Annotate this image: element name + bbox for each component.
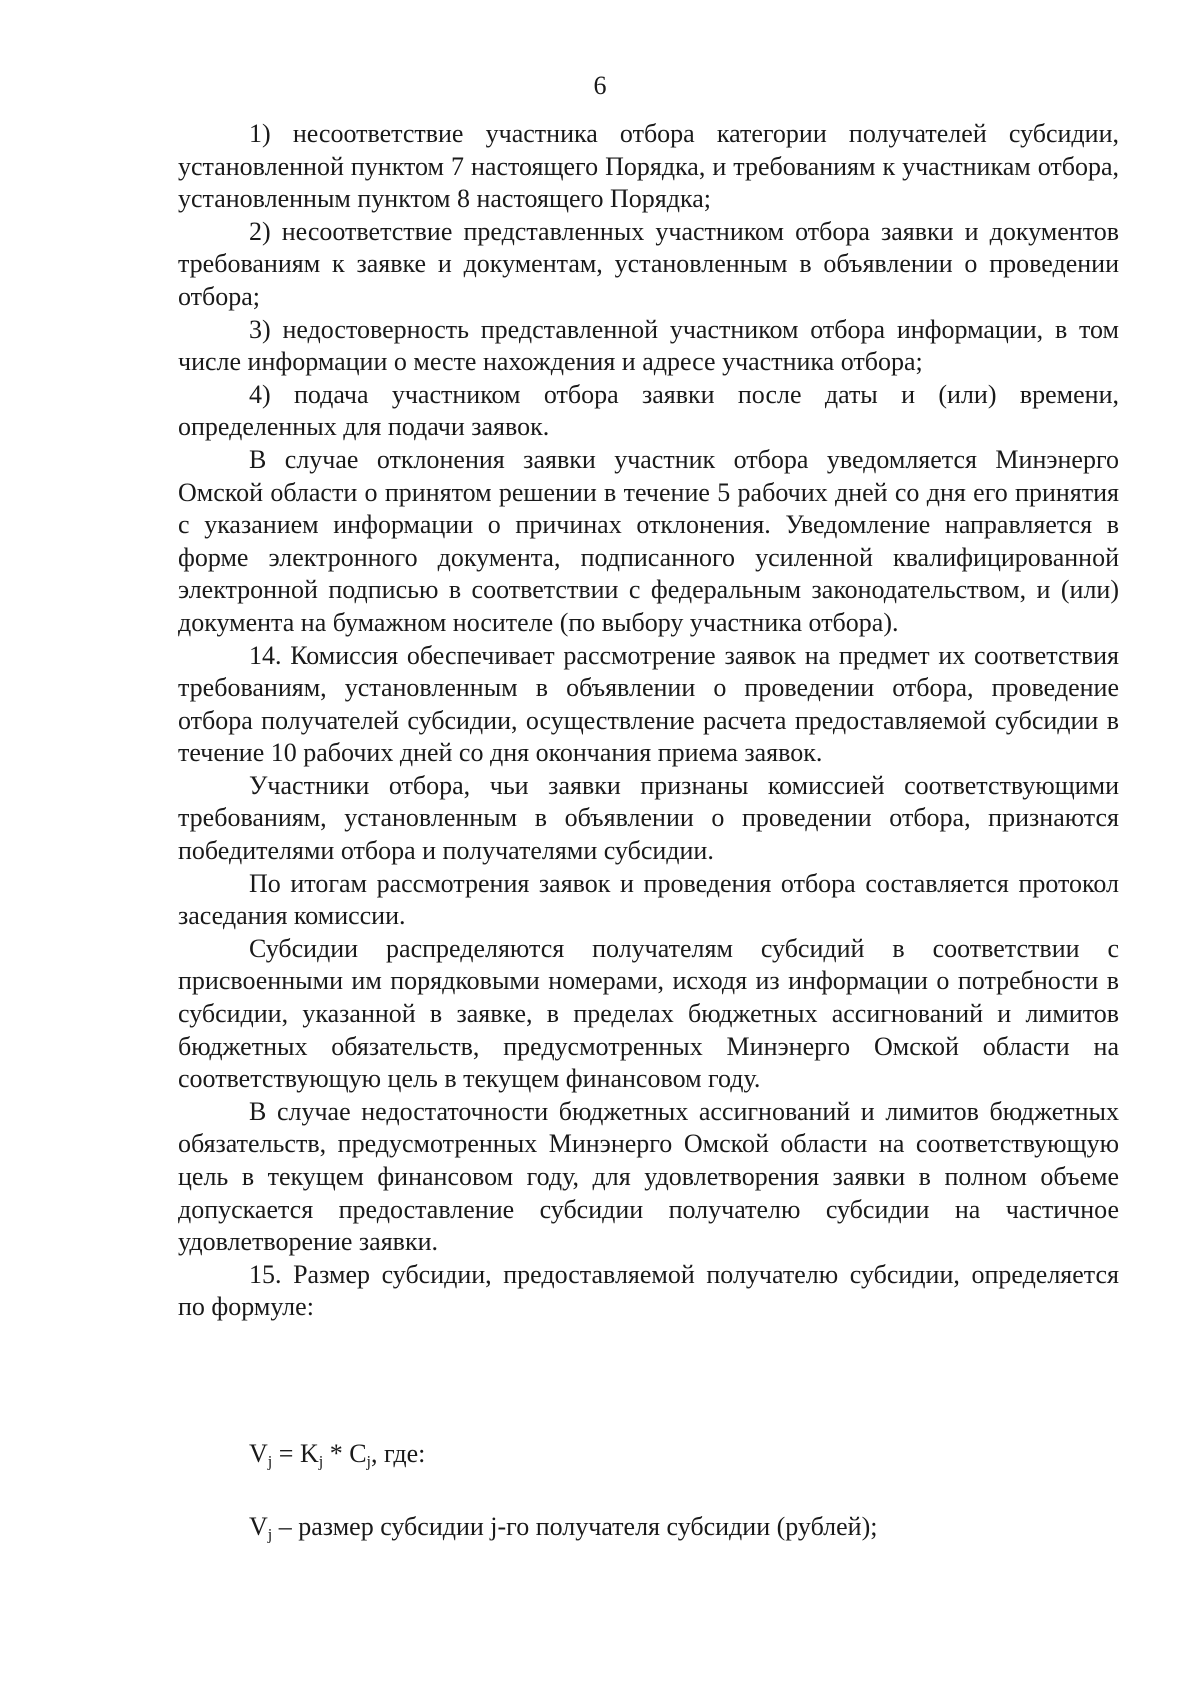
paragraph-protocol: По итогам рассмотрения заявок и проведения отбора составляется протокол заседания комиссии. xyxy=(178,868,1119,931)
paragraph-rejection-notice: В случае отклонения заявки участник отбора уведомляется Минэнерго Омской области о принятом решении в течение 5 рабочих дней со дня его принятия с указанием информации о причинах отклонения. Уведомление направляется в форме электронного документа, подписанного усиленной квалифицированной электронной подписью в соответствии с федеральным законодательством, и (или) документа на бумажном носителе (по выбору участника отбора). xyxy=(178,444,1119,637)
document-body xyxy=(178,118,1119,1324)
formula-mul: * xyxy=(323,1439,350,1468)
page-number: 6 xyxy=(593,71,607,100)
paragraph-item-2: 2) несоответствие представленных участником отбора заявки и документов требованиям к заявке и документам, установленным в объявлении о проведении отбора; xyxy=(178,216,1119,311)
paragraph-item-3: 3) недостоверность представленной участником отбора информации, в том числе информации о месте нахождения и адресе участника отбора; xyxy=(178,314,1119,377)
formula-k-sub: j xyxy=(318,1453,324,1471)
formula-v: V xyxy=(249,1439,268,1468)
paragraph-clause-14: 14. Комиссия обеспечивает рассмотрение заявок на предмет их соответствия требованиям, установленным в объявлении о проведении отбора, проведение отбора получателей субсидии, осуществление расчета предоставляемой субсидии в течение 10 рабочих дней со дня окончания приема заявок. xyxy=(178,640,1119,768)
paragraph-distribution: Субсидии распределяются получателям субсидий в соответствии с присвоенными им порядковыми номерами, исходя из информации о потребности в субсидии, указанной в заявке, в пределах бюджетных ассигнований и лимитов бюджетных обязательств, предусмотренных Минэнерго Омской области на соответствующую цель в текущем финансовом году. xyxy=(178,933,1119,1094)
formula-c-sub: j xyxy=(366,1453,372,1471)
formula xyxy=(249,1438,1129,1471)
paragraph-insufficiency: В случае недостаточности бюджетных ассигнований и лимитов бюджетных обязательств, предусмотренных Минэнерго Омской области на соответствующую цель в текущем финансовом году, для удовлетворения заявки в полном объеме допускается предоставление субсидии получателю субсидии на частичное удовлетворение заявки. xyxy=(178,1096,1119,1257)
formula-eq: = xyxy=(272,1439,300,1468)
formula-v-sub: j xyxy=(267,1453,273,1471)
paragraph-item-4: 4) подача участником отбора заявки после даты и (или) времени, определенных для подачи заявок. xyxy=(178,379,1119,442)
formula-k: K xyxy=(299,1439,319,1468)
paragraph-clause-15: 15. Размер субсидии, предоставляемой получателю субсидии, определяется по формуле: xyxy=(178,1259,1119,1322)
formula-c: C xyxy=(349,1439,367,1468)
definition-symbol: V xyxy=(249,1512,268,1541)
formula-definition xyxy=(249,1511,1129,1544)
paragraph-item-1: 1) несоответствие участника отбора категории получателей субсидии, установленной пунктом 7 настоящего Порядка, и требованиям к участникам отбора, установленным пунктом 8 настоящего Порядка; xyxy=(178,119,1119,214)
formula-tail: , где: xyxy=(371,1439,426,1468)
paragraph-winners: Участники отбора, чьи заявки признаны комиссией соответствующими требованиям, установленным в объявлении о проведении отбора, признаются победителями отбора и получателями субсидии. xyxy=(178,770,1119,866)
definition-sub: j xyxy=(267,1526,273,1544)
definition-text: – размер субсидии j-го получателя субсидии (рублей); xyxy=(272,1512,878,1541)
